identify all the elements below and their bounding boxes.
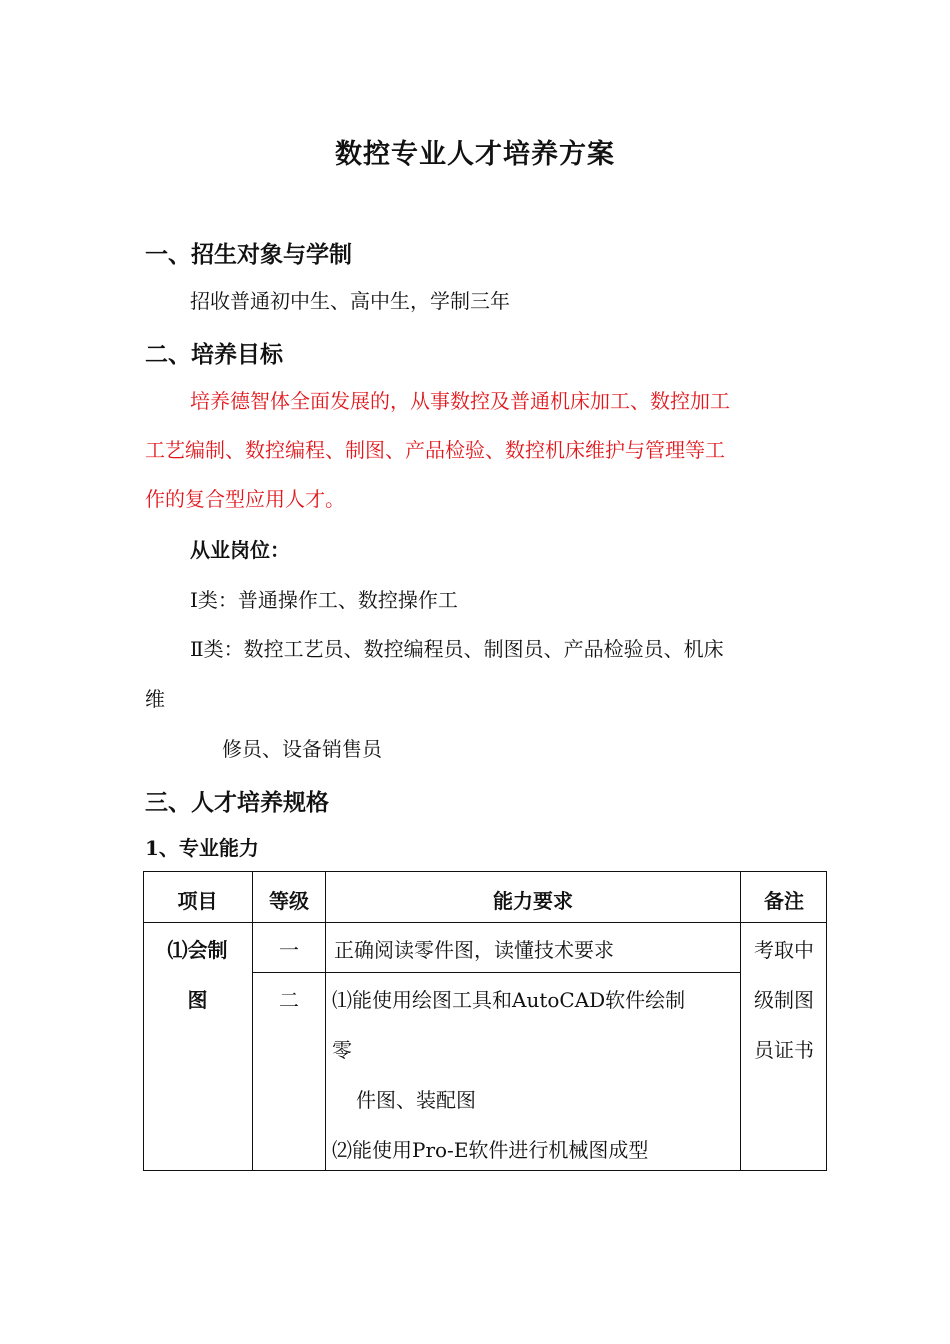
table-note-line-3: 员证书 xyxy=(754,1038,814,1062)
jobs-label: 从业岗位： xyxy=(190,538,290,562)
enrollment-text: 招收普通初中生、高中生，学制三年 xyxy=(190,289,510,313)
table-level-2: 二 xyxy=(279,988,299,1012)
table-header-item: 项目 xyxy=(177,889,218,913)
ability-table xyxy=(143,871,827,1171)
table-note-line-1: 考取中 xyxy=(754,938,814,962)
section-heading-enrollment: 一、招生对象与学制 xyxy=(145,241,352,268)
table-header-level: 等级 xyxy=(269,889,309,913)
table-note-line-2: 级制图 xyxy=(754,988,814,1012)
table-requirement-2-line-1: ⑴能使用绘图工具和AutoCAD软件绘制 xyxy=(332,988,686,1012)
job-class-2-line-3: 修员、设备销售员 xyxy=(222,737,382,761)
table-requirement-1: 正确阅读零件图，读懂技术要求 xyxy=(334,938,614,962)
table-header-requirement: 能力要求 xyxy=(493,889,573,913)
job-class-2-line-2: 维 xyxy=(145,687,165,711)
job-class-2-line-1: Ⅱ类：数控工艺员、数控编程员、制图员、产品检验员、机床 xyxy=(190,637,724,661)
goal-line-3: 作的复合型应用人才。 xyxy=(145,487,345,511)
subsection-professional-ability: 1、专业能力 xyxy=(145,836,259,860)
table-requirement-2-line-4: ⑵能使用Pro-E软件进行机械图成型 xyxy=(332,1138,649,1162)
table-item-line-1: ⑴会制 xyxy=(167,938,228,962)
table-requirement-2-line-3: 件图、装配图 xyxy=(356,1088,476,1112)
table-item-line-2: 图 xyxy=(187,988,208,1012)
goal-line-2: 工艺编制、数控编程、制图、产品检验、数控机床维护与管理等工 xyxy=(145,438,725,462)
table-requirement-2-line-2: 零 xyxy=(332,1038,352,1062)
table-header-note: 备注 xyxy=(764,889,804,913)
table-level-1: 一 xyxy=(279,938,299,962)
section-heading-specs: 三、人才培养规格 xyxy=(145,789,329,816)
section-heading-goals: 二、培养目标 xyxy=(145,341,283,368)
document-title: 数控专业人才培养方案 xyxy=(335,139,615,170)
job-class-1: Ⅰ类：普通操作工、数控操作工 xyxy=(190,588,458,612)
goal-line-1: 培养德智体全面发展的，从事数控及普通机床加工、数控加工 xyxy=(190,389,730,413)
